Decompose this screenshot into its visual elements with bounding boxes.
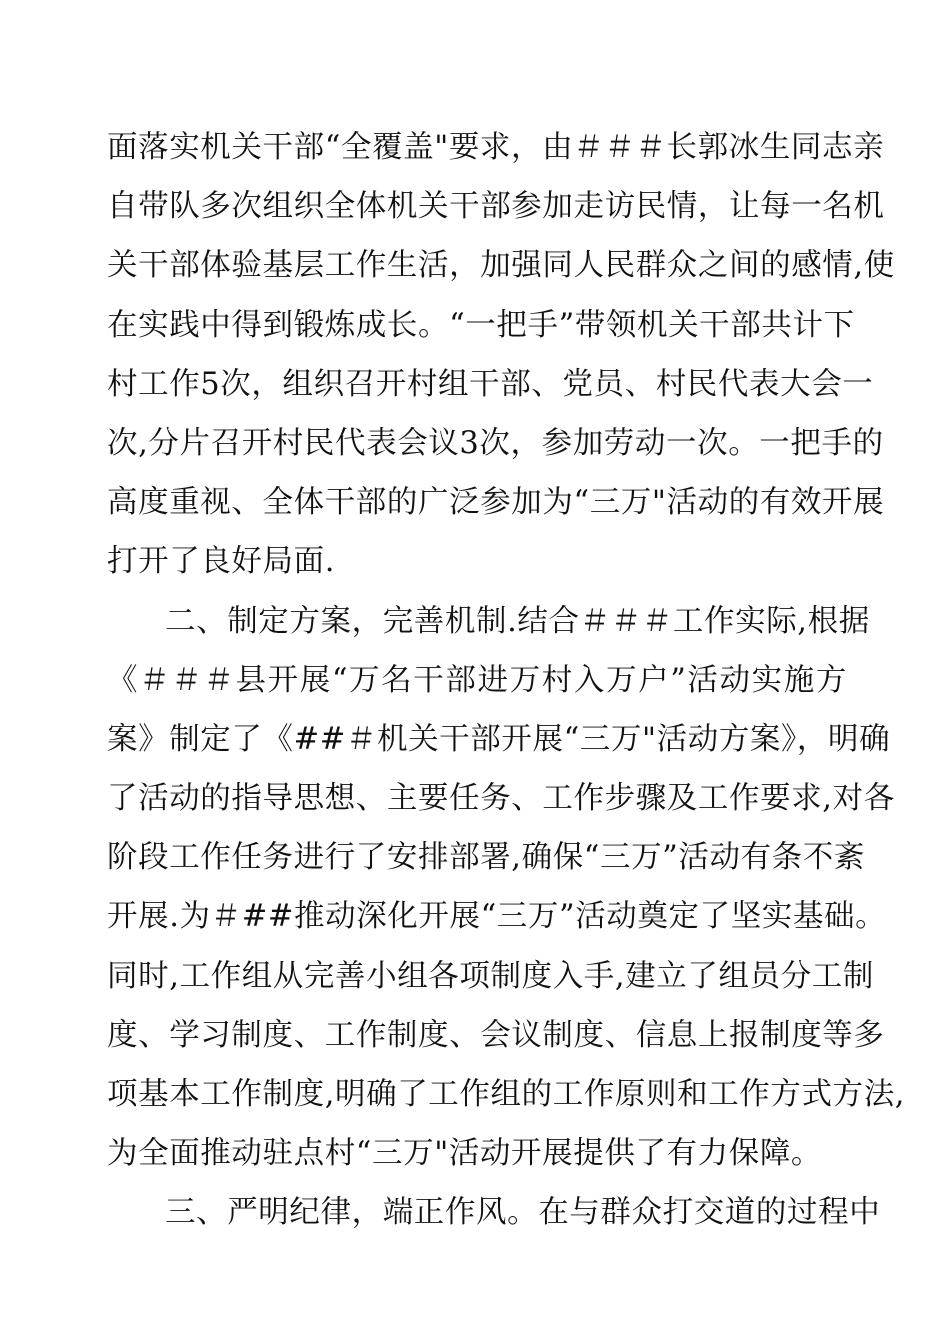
text-line: 度、学习制度、工作制度、会议制度、信息上报制度等多 <box>107 1017 885 1053</box>
text-line: 自带队多次组织全体机关干部参加走访民情，让每一名机 <box>107 189 885 225</box>
text-line: 在实践中得到锻炼成长。“一把手”带领机关干部共计下 <box>107 307 855 343</box>
text-line: 次,分片召开村民代表会议3次，参加劳动一次。一把手的 <box>107 425 884 461</box>
text-line: 了活动的指导思想、主要任务、工作步骤及工作要求,对各 <box>107 781 895 817</box>
text-line: 开展.为＃##推动深化开展“三万”活动奠定了坚实基础。 <box>107 899 887 935</box>
text-line: 《＃＃＃县开展“万名干部进万村入万户”活动实施方 <box>107 662 847 698</box>
text-line: 项基本工作制度,明确了工作组的工作原则和工作方式方法, <box>107 1077 906 1112</box>
text-line: 高度重视、全体干部的广泛参加为“三万"活动的有效开展 <box>107 485 885 521</box>
body-text <box>107 118 906 1243</box>
section-heading-line: 三、严明纪律，端正作风。在与群众打交道的过程中 <box>165 1195 881 1231</box>
text-line: 同时,工作组从完善小组各项制度入手,建立了组员分工制 <box>107 958 874 994</box>
text-line: 打开了良好局面. <box>107 544 335 580</box>
text-line: 关干部体验基层工作生活，加强同人民群众之间的感情,使 <box>107 248 895 284</box>
text-line: 阶段工作任务进行了安排部署,确保“三万”活动有条不紊 <box>107 840 865 876</box>
text-line: 为全面推动驻点村“三万"活动开展提供了有力保障。 <box>107 1136 823 1172</box>
text-line: 村工作5次，组织召开村组干部、党员、村民代表大会一 <box>107 366 874 402</box>
text-line: 案》制定了《##＃机关干部开展“三万"活动方案》，明确 <box>107 721 891 757</box>
text-line: 面落实机关干部“全覆盖"要求，由＃＃＃长郭冰生同志亲 <box>107 130 885 165</box>
section-heading-line: 二、制定方案，完善机制.结合＃＃＃工作实际,根据 <box>165 603 870 639</box>
